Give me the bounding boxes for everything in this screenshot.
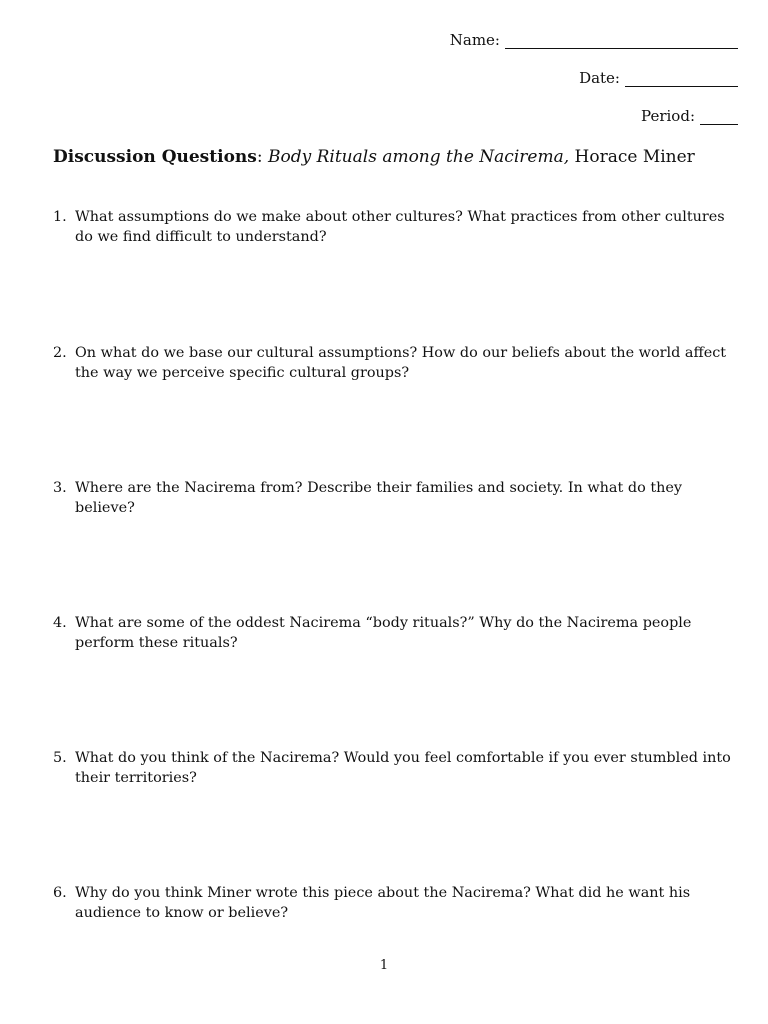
period-label: Period: <box>641 107 695 125</box>
question-number: 3. <box>53 480 67 496</box>
period-field <box>641 107 738 125</box>
question-number: 5. <box>53 750 67 766</box>
question-number: 1. <box>53 209 67 225</box>
name-blank-line[interactable] <box>505 34 738 49</box>
question-item <box>53 613 733 653</box>
question-text: What do you think of the Nacirema? Would you feel comfortable if you ever stumbled into their territories? <box>75 750 731 786</box>
date-label: Date: <box>579 69 620 87</box>
question-item <box>53 207 733 247</box>
date-blank-line[interactable] <box>625 72 738 87</box>
page-number: 1 <box>379 958 389 973</box>
question-item <box>53 883 733 923</box>
title-separator: : <box>256 147 268 167</box>
question-text: On what do we base our cultural assumptions? How do our beliefs about the world affect the way we perceive specific cultural groups? <box>75 345 727 381</box>
title-author: Horace Miner <box>569 147 695 167</box>
question-item <box>53 748 733 788</box>
question-number: 6. <box>53 885 67 901</box>
question-item <box>53 478 733 518</box>
question-number: 4. <box>53 615 67 631</box>
page-title <box>53 146 695 168</box>
question-text: What are some of the oddest Nacirema “body rituals?” Why do the Nacirema people perform these rituals? <box>75 615 692 651</box>
name-field <box>450 31 738 49</box>
question-number: 2. <box>53 345 67 361</box>
question-text: What assumptions do we make about other cultures? What practices from other cultures do we find difficult to understand? <box>75 209 725 245</box>
date-field <box>579 69 738 87</box>
title-work: Body Rituals among the Nacirema, <box>267 147 570 167</box>
title-heading: Discussion Questions <box>53 147 257 167</box>
name-label: Name: <box>449 31 500 49</box>
period-blank-line[interactable] <box>700 110 738 125</box>
question-text: Why do you think Miner wrote this piece about the Nacirema? What did he want his audience to know or believe? <box>75 885 691 921</box>
question-text: Where are the Nacirema from? Describe their families and society. In what do they believe? <box>75 480 683 516</box>
question-item <box>53 343 733 383</box>
